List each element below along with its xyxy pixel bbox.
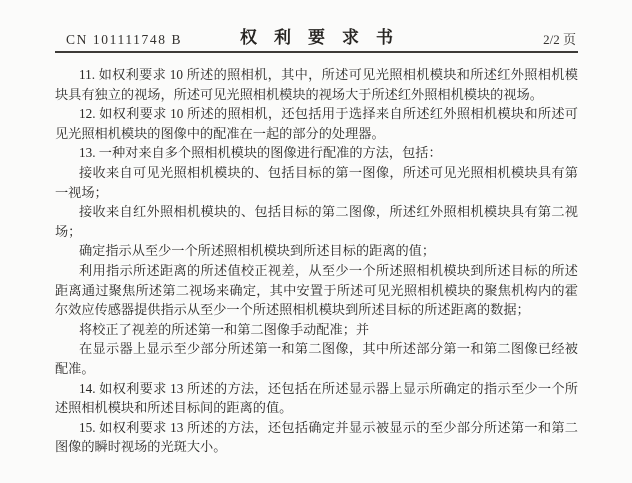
claim-text-line: 配准。 bbox=[55, 360, 95, 376]
claim-text-line: 述照相机模块和所述目标间的距离的值。 bbox=[55, 400, 293, 416]
claim-text-line: 见光照相机模块的图像中的配准在一起的部分的处理器。 bbox=[55, 125, 385, 141]
claim-text-line: 场； bbox=[55, 223, 82, 239]
page-header bbox=[55, 29, 578, 53]
claim-text-line: 接收来自可见光照相机模块的、包括目标的第一图像，所述可见光照相机模块具有第 bbox=[79, 164, 578, 180]
claims-body bbox=[55, 65, 578, 457]
claim-text-line: 确定指示从至少一个所述照相机模块到所述目标的距离的值； bbox=[79, 243, 436, 259]
document-number: CN 101111748 B bbox=[66, 32, 183, 47]
claim-text-line: 块具有独立的视场，所述可见光照相机模块的视场大于所述红外照相机模块的视场。 bbox=[55, 86, 543, 102]
claim-text-line: 12. 如权利要求 10 所述的照相机，还包括用于选择来自所述红外照相机模块和所述可 bbox=[79, 106, 578, 122]
claim-text-line: 利用指示所述距离的所述值校正视差，从至少一个所述照相机模块到所述目标的所述 bbox=[79, 262, 578, 278]
claim-text-line: 一视场； bbox=[55, 184, 108, 200]
claim-text-line: 接收来自红外照相机模块的、包括目标的第二图像，所述红外照相机模块具有第二视 bbox=[79, 204, 578, 220]
claim-text-line: 11. 如权利要求 10 所述的照相机，其中，所述可见光照相机模块和所述红外照相机模 bbox=[79, 67, 578, 82]
page-number: 2/2 页 bbox=[543, 32, 576, 47]
claim-text-line: 在显示器上显示至少部分所述第一和第二图像，其中所述部分第一和第二图像已经被 bbox=[79, 341, 578, 357]
claim-text-line: 距离通过聚焦所述第二视场来确定，其中安置于所述可见光照相机模块的聚焦机构内的霍 bbox=[55, 282, 578, 298]
page-title: 权 利 要 求 书 bbox=[240, 28, 393, 47]
claim-text-line: 13. 一种对来自多个照相机模块的图像进行配准的方法，包括： bbox=[79, 145, 442, 161]
claim-text-line: 图像的瞬时视场的光斑大小。 bbox=[55, 439, 227, 455]
claim-text-line: 15. 如权利要求 13 所述的方法，还包括确定并显示被显示的至少部分所述第一和第二 bbox=[79, 419, 578, 435]
claim-text-line: 14. 如权利要求 13 所述的方法，还包括在所述显示器上显示所确定的指示至少一个所 bbox=[79, 380, 578, 396]
claim-text-line: 尔效应传感器提供指示从至少一个所述照相机模块到所述目标的所述距离的数据； bbox=[55, 302, 530, 318]
claim-text-line: 将校正了视差的所述第一和第二图像手动配准；并 bbox=[79, 321, 370, 337]
